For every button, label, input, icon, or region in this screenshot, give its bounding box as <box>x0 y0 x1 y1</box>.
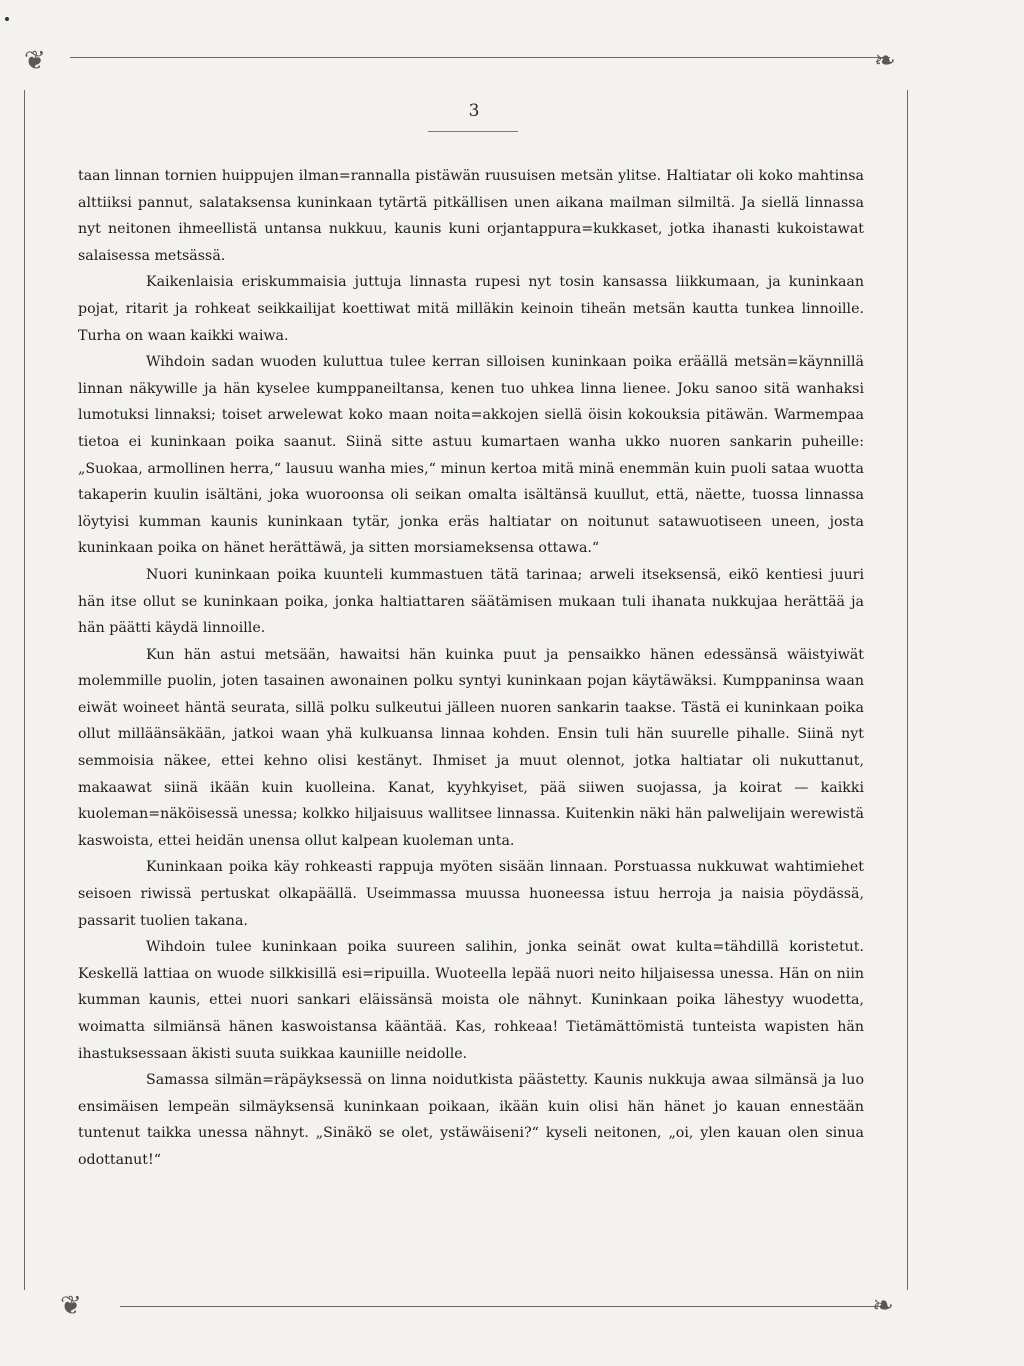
corner-ornament-icon: ❧ <box>872 1291 894 1321</box>
paragraph: Kaikenlaisia eriskummaisia juttuja linnasta rupesi nyt tosin kansassa liikkumaan, ja kuninkaan pojat, ritarit ja rohkeat seikkailijat koettiwat mitä milläkin keinoin tiheän metsän kautta tunkea linnoille. Turha on waan kaikki waiwa. <box>78 274 864 344</box>
right-border-rule <box>907 90 908 1290</box>
paragraph: Kuninkaan poika käy rohkeasti rappuja myöten sisään linnaan. Porstuassa nukkuwat wahtimiehet seisoen riwissä pertuskat olkapäällä. Useimmassa muussa huoneessa istuu herroja ja naisia pöydässä, passarit tuolien takana. <box>78 859 864 929</box>
body-text <box>78 163 864 1174</box>
paragraph: Kun hän astui metsään, hawaitsi hän kuinka puut ja pensaikko hänen edessänsä wäistyiwät molemmille puolin, joten tasainen awonainen polku syntyi kuninkaan pojan käytäwäksi. Kumppaninsa waan eiwät woineet häntä seurata, sillä polku sulkeutui jälleen nuoren sankarin taakse. Tästä ei kuninkaan poika ollut milläänsäkään, jatkoi waan yhä kulkuansa linnaa kohden. Ensin tuli hän suurelle pihalle. Siinä nyt semmoisia näkee, ettei kehno olisi kestänyt. Ihmiset ja muut olennot, jotka haltiatar oli nukuttanut, makaawat siinä ikään kuin kuolleina. Kanat, kyyhkyiset, pää siiwen suojassa, ja koirat — kaikki kuoleman=näköisessä unessa; kolkko hiljaisuus wallitsee linnassa. Kuitenkin näki hän palwelijain werewistä kaswoista, ettei heidän unensa ollut kalpean kuoleman unta. <box>78 646 864 849</box>
paragraph: Nuori kuninkaan poika kuunteli kummastuen tätä tarinaa; arweli itseksensä, eikö kentiesi juuri hän itse ollut se kuninkaan poika, jonka haltiattaren säätämisen mukaan tuli ihanata nukkujaa herättää ja hän päätti käydä linnoille. <box>78 566 864 637</box>
page-number: 3 <box>468 101 480 121</box>
paragraph: taan linnan tornien huippujen ilman=rannalla pistäwän ruusuisen metsän ylitse. Haltiatar oli koko mahtinsa alttiiksi pannut, salataksensa kuninkaan tytärtä pitkällisen unen aikana mailman silmiltä. Ja siellä linnassa nyt neitonen ihmeellistä untansa nukkuu, kaunis kuni orjantappura=kukkaset, jotka ihanasti kukoistawat salaisessa metsässä. <box>78 168 864 264</box>
corner-ornament-icon: ❦ <box>24 46 46 76</box>
corner-ornament-icon: ❧ <box>874 46 896 76</box>
paragraph: Wihdoin sadan wuoden kuluttua tulee kerran silloisen kuninkaan poika eräällä metsän=käynnillä linnan näkywille ja hän kyselee kumppaneiltansa, kenen tuo uhkea linna lienee. Joku sanoo sitä wanhaksi lumotuksi linnaksi; toiset arwelewat koko maan noita=akkojen siellä öisin kokouksia pitäwän. Warmempaa tietoa ei kuninkaan poika saanut. Siinä sitte astuu kumartaen wanha ukko nuoren sankarin puheille: „Suokaa, armollinen herra,“ lausuu wanha mies,“ minun kertoa mitä minä enemmän kuin puoli sataa wuotta takaperin kuulin isältäni, joka wuoroonsa oli seikan omalta isältänsä kuullut, että, näette, tuossa linnassa löytyisi kumman kaunis kuninkaan tytär, jonka eräs haltiatar on noitunut satawuotiseen uneen, josta kuninkaan poika on hänet herättäwä, ja sitten morsiameksensa ottawa.“ <box>78 354 864 557</box>
bottom-border-rule <box>120 1306 880 1307</box>
page-number-rule <box>428 131 518 132</box>
left-border-rule <box>24 90 25 1290</box>
paragraph: Wihdoin tulee kuninkaan poika suureen salihin, jonka seinät owat kulta=tähdillä koristetut. Keskellä lattiaa on wuode silkkisillä esi=ripuilla. Wuoteella lepää nuori neito hiljaisessa unessa. Hän on niin kumman kaunis, ettei nuori sankari eläissänsä moista ole nähnyt. Kuninkaan poika lähestyy wuodetta, woimatta silmiänsä hänen kaswoistansa kääntää. Kas, rohkeaa! Tietämättömistä tunteista wapisten hän ihastuksessaan äkisti suuta suikkaa kauniille neidolle. <box>78 939 864 1062</box>
corner-ornament-icon: ❦ <box>60 1291 82 1321</box>
ink-speck <box>5 17 9 21</box>
paragraph: Samassa silmän=räpäyksessä on linna noidutkista päästetty. Kaunis nukkuja awaa silmänsä ja luo ensimäisen lempeän silmäyksensä kuninkaan poikaan, ikään kuin olisi hän hänet jo kauan ennestään tuntenut taikka unessa nähnyt. „Sinäkö se olet, ystäwäiseni?“ kyseli neitonen, „oi, ylen kauan olen sinua odottanut!“ <box>78 1072 864 1168</box>
top-border-rule <box>70 57 890 58</box>
